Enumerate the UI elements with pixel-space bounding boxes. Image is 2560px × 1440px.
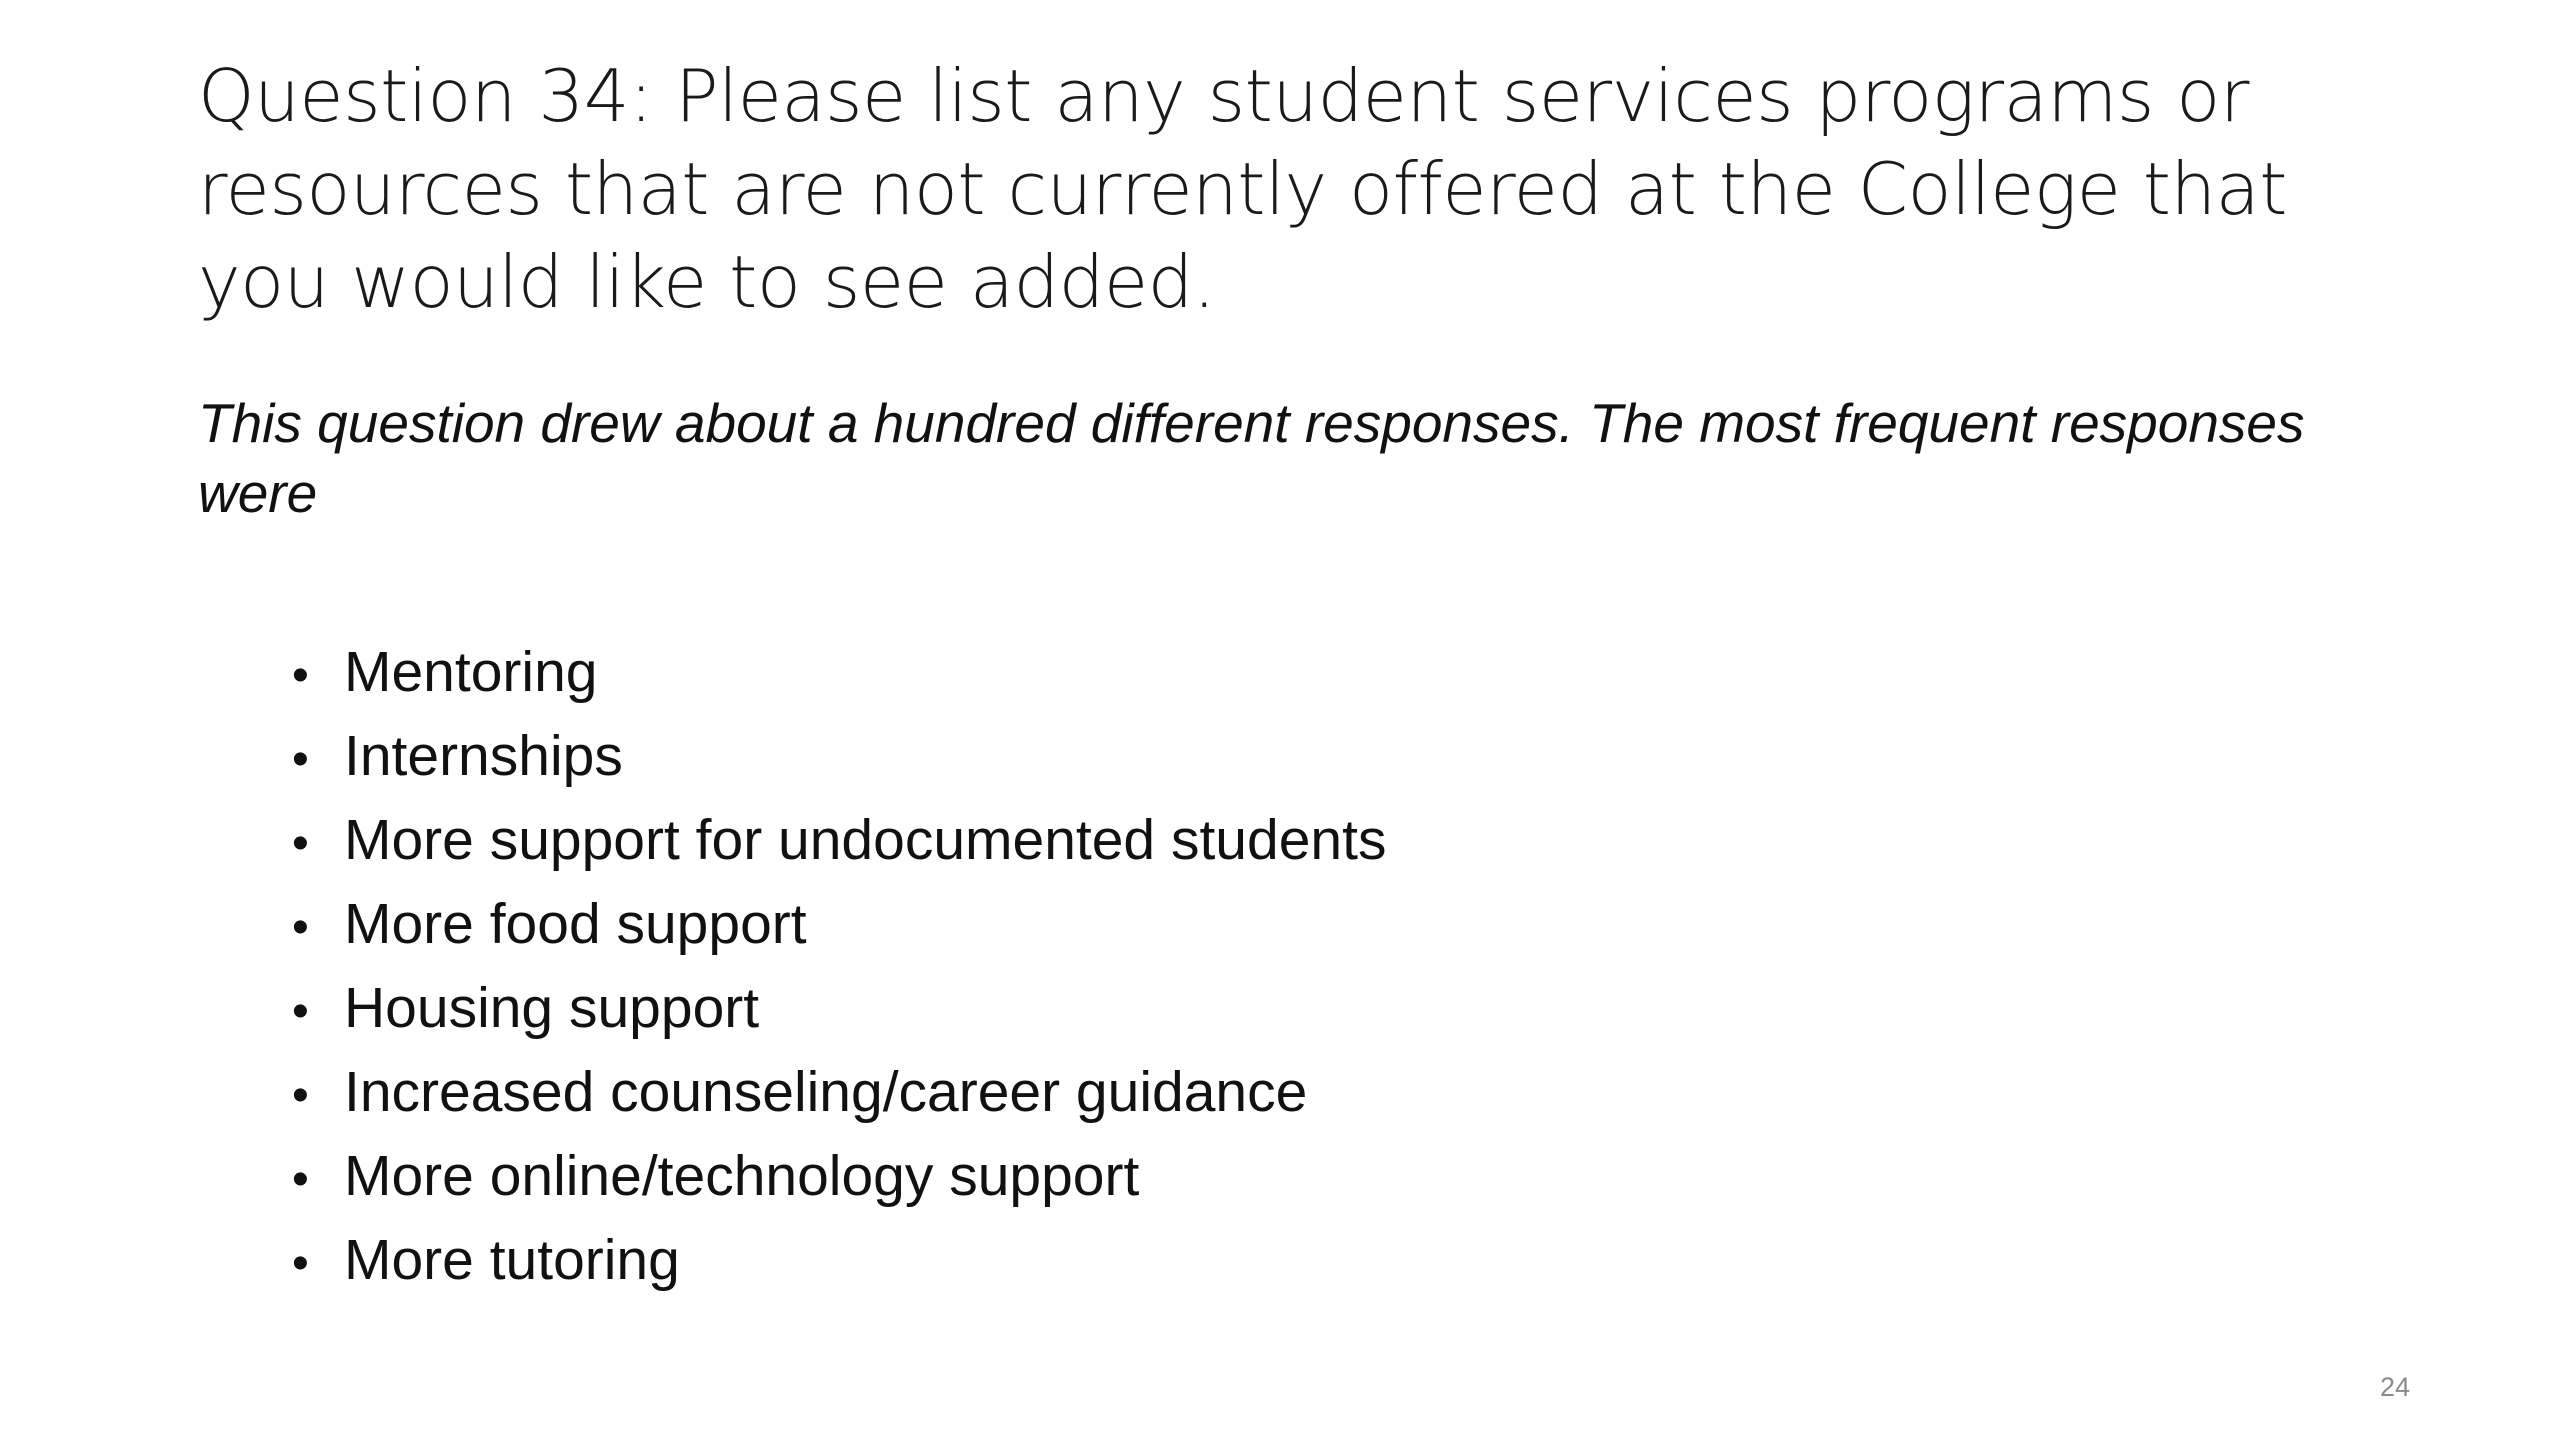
list-item: [292, 966, 1386, 1050]
bullet-icon: •: [292, 733, 309, 786]
list-item-label: More online/technology support: [344, 1144, 1140, 1208]
list-item-label: Mentoring: [344, 640, 598, 704]
list-item: [292, 1050, 1386, 1134]
list-item: [292, 798, 1386, 882]
list-item-label: More support for undocumented students: [344, 808, 1387, 872]
bullet-icon: •: [292, 901, 309, 954]
bullet-icon: •: [292, 1069, 309, 1122]
list-item: [292, 1134, 1386, 1218]
list-item-label: More tutoring: [344, 1228, 680, 1292]
response-list: [292, 630, 1386, 1302]
page-number: 24: [2379, 1372, 2410, 1402]
intro-text: This question drew about a hundred different responses. The most frequent responses were: [198, 392, 2305, 524]
list-item: [292, 1218, 1386, 1302]
bullet-icon: •: [292, 649, 309, 702]
list-item: [292, 630, 1386, 714]
list-item-label: Housing support: [344, 976, 760, 1040]
list-item: [292, 714, 1386, 798]
bullet-icon: •: [292, 1237, 309, 1290]
bullet-icon: •: [292, 817, 309, 870]
bullet-icon: •: [292, 985, 309, 1038]
list-item-label: Increased counseling/career guidance: [344, 1060, 1308, 1124]
slide-title: Question 34: Please list any student services programs or resources that are not currently offered at the College that you would like to see added.: [198, 54, 2288, 324]
list-item-label: Internships: [344, 724, 623, 788]
bullet-icon: •: [292, 1153, 309, 1206]
list-item-label: More food support: [344, 892, 807, 956]
list-item: [292, 882, 1386, 966]
